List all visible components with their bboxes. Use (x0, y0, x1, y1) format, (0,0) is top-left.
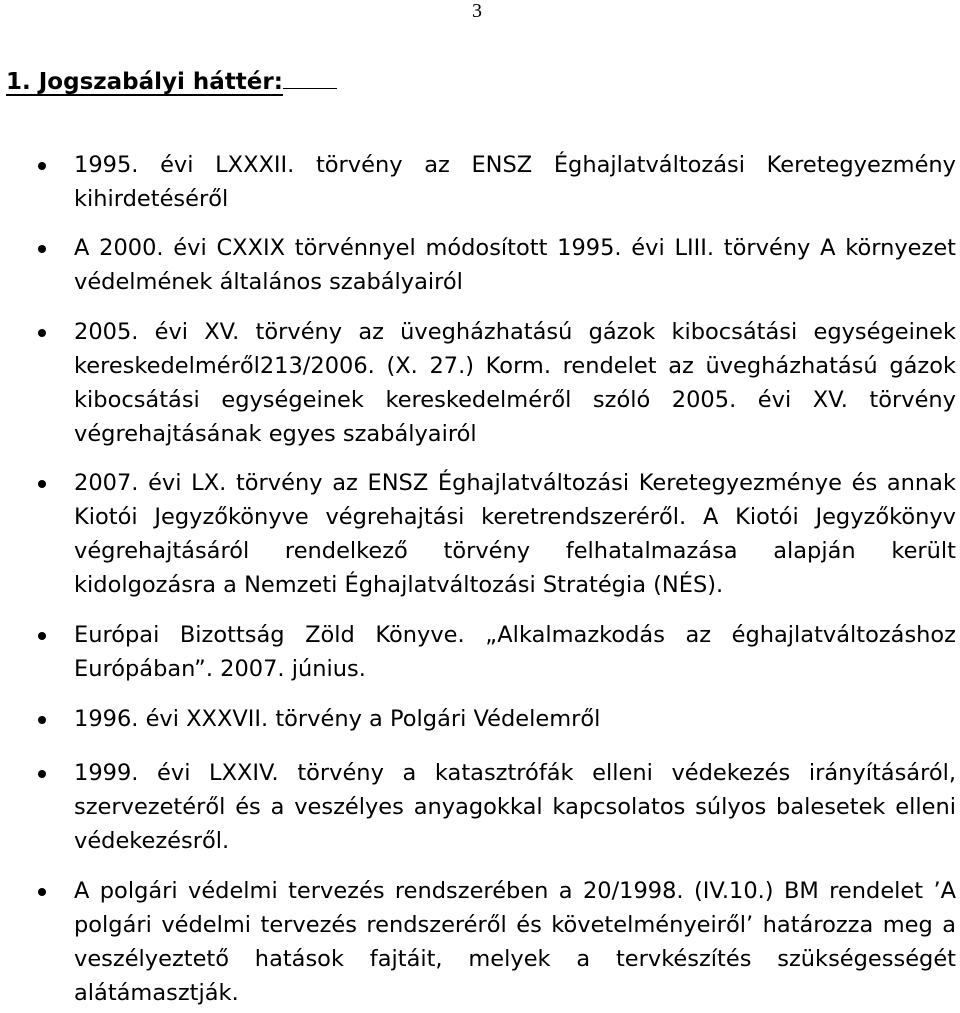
list-item-text: 1995. évi LXXXII. törvény az ENSZ Éghajlatváltozási Keretegyezmény kihirdetéséről (74, 152, 956, 212)
bullet-icon (38, 480, 46, 488)
bullet-icon (38, 888, 46, 896)
list-item-text: 1996. évi XXXVII. törvény a Polgári Védelemről (74, 706, 601, 732)
bullet-icon (38, 770, 46, 778)
list-item-text: 2005. évi XV. törvény az üvegházhatású gázok kibocsátási egységeinek kereskedelméről213/2006. (X. 27.) Korm. rendelet az üvegházhatású gázok kibocsátási egységeinek kereskedelméről szóló 2005. évi XV. törvény végrehajtásának egyes szabályairól (74, 319, 956, 447)
bullet-icon (38, 245, 46, 253)
list-item (0, 702, 958, 736)
list-item (0, 756, 958, 858)
list-item (0, 148, 958, 216)
list-item (0, 618, 958, 686)
list-item-text: A polgári védelmi tervezés rendszerében a 20/1998. (IV.10.) BM rendelet ’A polgári védelmi tervezés rendszeréről és követelményeiről’ határozza meg a veszélyeztető hatások fajtáit, melyek a tervkészítés szükségességét alátámasztják. (74, 878, 956, 1006)
bullet-icon (38, 329, 46, 337)
list-item-text: 2007. évi LX. törvény az ENSZ Éghajlatváltozási Keretegyezménye és annak Kiotói Jegyzőkönyve végrehajtási keretrendszeréről. A Kiotói Jegyzőkönyv végrehajtásáról rendelkező törvény felhatalmazása alapján került kidolgozásra a Nemzeti Éghajlatváltozási Stratégia (NÉS). (74, 470, 956, 598)
list-item-text: 1999. évi LXXIV. törvény a katasztrófák elleni védekezés irányításáról, szervezetéről és a veszélyes anyagokkal kapcsolatos súlyos balesetek elleni védekezésről. (74, 760, 956, 854)
section-heading-text: 1. Jogszabályi háttér: (6, 69, 283, 95)
page-number: 3 (472, 0, 482, 22)
list-item (0, 315, 958, 451)
section-heading (6, 66, 337, 95)
bullet-icon (38, 632, 46, 640)
list-item (0, 874, 958, 1010)
list-item (0, 466, 958, 602)
list-item-text: A 2000. évi CXXIX törvénnyel módosított 1995. évi LIII. törvény A környezet védelmének általános szabályairól (74, 235, 956, 295)
list-item-text: Európai Bizottság Zöld Könyve. „Alkalmazkodás az éghajlatváltozáshoz Európában”. 2007. június. (74, 622, 956, 682)
heading-underline-tail (283, 66, 337, 89)
bullet-icon (38, 162, 46, 170)
bullet-icon (38, 716, 46, 724)
list-item (0, 231, 958, 299)
legal-background-list (0, 148, 958, 1010)
